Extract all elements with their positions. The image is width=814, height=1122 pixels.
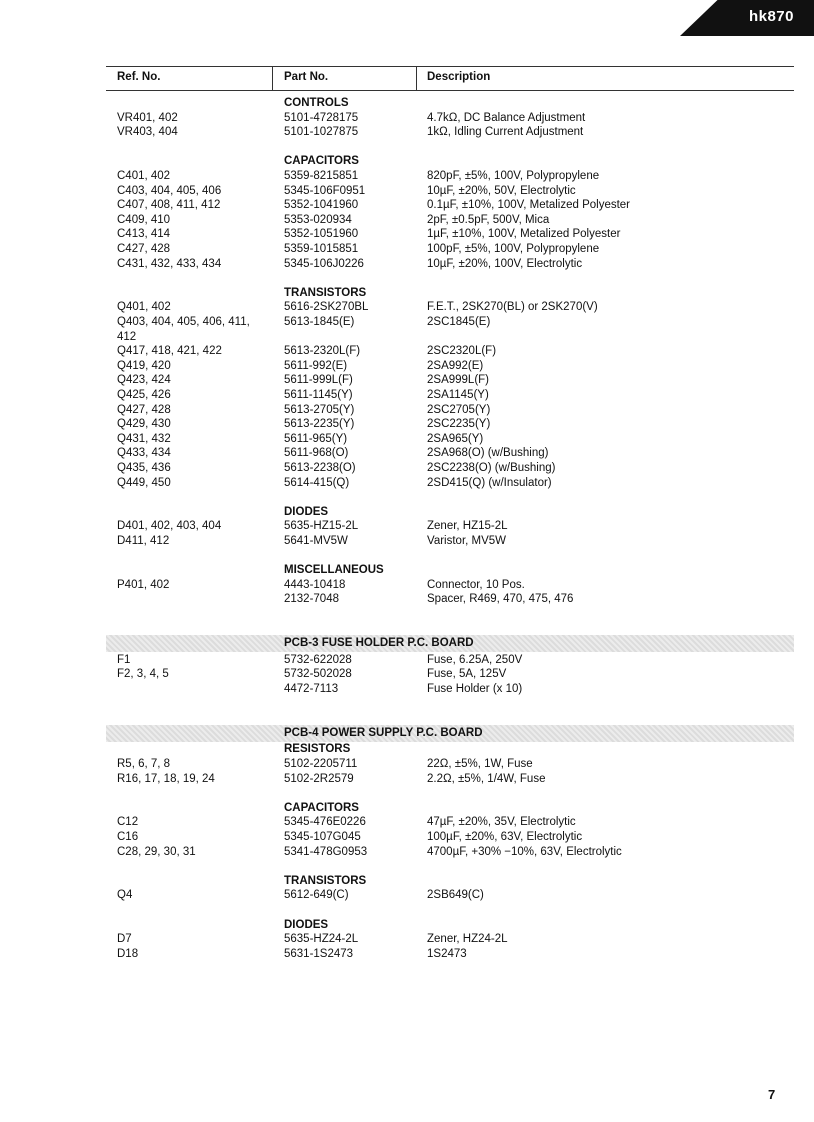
ref-cell: C413, 414 [117,228,171,241]
desc-cell: 2SB649(C) [427,889,484,902]
ref-cell: C409, 410 [117,213,171,226]
part-cell: 5611-999L(F) [284,374,353,387]
desc-cell: 2SC2705(Y) [427,403,491,416]
desc-cell: 2.2Ω, ±5%, 1/4W, Fuse [427,772,546,785]
part-cell: 2132-7048 [284,593,339,606]
section-heading: DIODES [284,505,329,518]
part-cell: 5611-968(O) [284,447,349,460]
section-heading-row [0,918,814,932]
part-cell: 5635-HZ24-2L [284,933,359,946]
section-heading: MISCELLANEOUS [284,564,384,577]
section-heading-row [0,286,814,300]
part-cell: 5631-1S2473 [284,947,354,960]
part-cell: 4472-7113 [284,683,339,695]
desc-cell: Fuse, 5A, 125V [427,668,507,681]
ref-cell: R5, 6, 7, 8 [117,758,171,770]
table-row [0,300,814,314]
desc-cell: 100µF, ±20%, 63V, Electrolytic [427,831,583,843]
ref-cell: C16 [117,831,139,843]
ref-cell: C12 [117,816,139,829]
ref-cell: D7 [117,933,132,946]
section-heading: TRANSISTORS [284,874,367,887]
table-row [0,476,814,490]
desc-cell: 2SC2238(O) (w/Bushing) [427,462,556,474]
desc-cell: 2SD415(Q) (w/Insulator) [427,476,552,489]
ref-cell: P401, 402 [117,578,170,591]
desc-cell: 1kΩ, Idling Current Adjustment [427,126,584,139]
table-row [0,446,814,460]
ref-cell: C427, 428 [117,243,171,255]
part-cell: 5359-8215851 [284,170,359,182]
part-cell: 5352-1041960 [284,199,359,212]
section-heading-row [0,801,814,815]
table-row [0,257,814,271]
part-cell: 5732-622028 [284,653,352,666]
section-heading-row [0,154,814,168]
part-cell: 5611-992(E) [284,359,348,372]
table-row [0,198,814,212]
part-cell: 5732-502028 [284,668,352,681]
desc-cell: 2SC2320L(F) [427,345,497,358]
model-tab-label: hk870 [748,8,794,25]
ref-cell: Q431, 432 [117,432,171,445]
desc-cell: 2SC1845(E) [427,316,491,328]
ref-cell: Q427, 428 [117,403,171,416]
ref-cell: VR401, 402 [117,111,178,124]
desc-cell: Zener, HZ24-2L [427,933,508,946]
table-row [0,417,814,431]
desc-cell: 2SA968(O) (w/Bushing) [427,447,549,460]
part-cell: 5613-2235(Y) [284,418,355,431]
table-row [0,932,814,946]
ref-cell: F2, 3, 4, 5 [117,668,169,681]
section-heading: CAPACITORS [284,155,359,168]
table-row [0,388,814,402]
part-cell: 4443-10418 [284,578,346,591]
part-cell: 5353-020934 [284,213,352,226]
ref-cell: VR403, 404 [117,126,178,139]
part-cell: 5101-4728175 [284,111,359,124]
table-row [0,653,814,667]
ref-cell: C401, 402 [117,170,171,182]
ref-cell: Q423, 424 [117,374,171,387]
desc-cell: 10µF, ±20%, 50V, Electrolytic [427,184,576,197]
table-row [0,461,814,475]
part-cell: 5613-2238(O) [284,462,356,474]
desc-cell: 2SA992(E) [427,359,484,372]
section-heading-row [0,742,814,756]
header-ref-no: Ref. No. [117,71,161,83]
ref-cell: Q433, 434 [117,447,171,460]
table-row [0,184,814,198]
table-row [0,242,814,256]
table-row [0,227,814,241]
ref-cell: 412 [117,330,137,343]
section-heading-row [0,96,814,110]
desc-cell: 0.1µF, ±10%, 100V, Metalized Polyester [427,199,631,212]
part-cell: 5614-415(Q) [284,476,350,489]
table-row [0,888,814,902]
desc-cell: 2SA965(Y) [427,432,484,445]
table-row [0,373,814,387]
section-heading: RESISTORS [284,743,351,756]
table-row [0,667,814,681]
ref-cell: Q449, 450 [117,476,171,489]
ref-cell: C28, 29, 30, 31 [117,845,196,858]
section-heading-row [0,563,814,577]
table-row [0,111,814,125]
table-row [0,947,814,961]
table-row [0,359,814,373]
desc-cell: 1S2473 [427,947,467,960]
part-cell: 5345-106F0951 [284,184,366,197]
part-cell: 5641-MV5W [284,535,348,547]
ref-cell: C407, 408, 411, 412 [117,199,221,212]
part-cell: 5616-2SK270BL [284,301,369,314]
desc-cell: 10µF, ±20%, 100V, Electrolytic [427,257,583,270]
part-cell: 5612-649(C) [284,889,349,902]
desc-cell: Fuse Holder (x 10) [427,683,523,695]
header-part-no: Part No. [284,71,329,83]
ref-cell: Q4 [117,889,133,902]
part-cell: 5345-107G045 [284,831,361,843]
desc-cell: 22Ω, ±5%, 1W, Fuse [427,758,533,770]
table-row [0,432,814,446]
ref-cell: D411, 412 [117,535,170,547]
part-cell: 5613-2320L(F) [284,345,361,358]
desc-cell: 4.7kΩ, DC Balance Adjustment [427,111,586,124]
part-cell: 5101-1027875 [284,126,359,139]
desc-cell: Varistor, MV5W [427,535,507,547]
section-heading: TRANSISTORS [284,286,367,299]
part-cell: 5611-965(Y) [284,432,348,445]
desc-cell: 4700µF, +30% −10%, 63V, Electrolytic [427,845,622,858]
ref-cell: Q403, 404, 405, 406, 411, [117,316,250,328]
ref-cell: Q419, 420 [117,359,171,372]
desc-cell: 100pF, ±5%, 100V, Polypropylene [427,243,600,255]
table-row [0,757,814,771]
desc-cell: 2pF, ±0.5pF, 500V, Mica [427,213,550,226]
ref-cell: Q417, 418, 421, 422 [117,345,222,358]
ref-cell: D18 [117,947,139,960]
ref-cell: C403, 404, 405, 406 [117,184,222,197]
table-row [0,213,814,227]
desc-cell: F.E.T., 2SK270(BL) or 2SK270(V) [427,301,598,314]
desc-cell: 47µF, ±20%, 35V, Electrolytic [427,816,576,829]
table-row [0,403,814,417]
ref-cell: Q435, 436 [117,462,171,474]
table-row [0,772,814,786]
board-heading: PCB-3 FUSE HOLDER P.C. BOARD [284,637,474,650]
ref-cell: C431, 432, 433, 434 [117,257,222,270]
table-row [0,534,814,548]
header-description: Description [427,71,491,83]
desc-cell: 2SA999L(F) [427,374,490,387]
desc-cell: Fuse, 6.25A, 250V [427,653,523,666]
table-row [0,330,814,344]
ref-cell: D401, 402, 403, 404 [117,520,222,533]
ref-cell: Q425, 426 [117,389,171,401]
part-cell: 5102-2R2579 [284,772,354,785]
table-row [0,169,814,183]
ref-cell: R16, 17, 18, 19, 24 [117,772,215,785]
table-row [0,682,814,696]
section-heading: DIODES [284,918,329,931]
part-cell: 5613-2705(Y) [284,403,355,416]
ref-cell: Q429, 430 [117,418,171,431]
table-row [0,815,814,829]
part-cell: 5359-1015851 [284,243,359,255]
desc-cell: 820pF, ±5%, 100V, Polypropylene [427,170,600,182]
table-row [0,578,814,592]
part-cell: 5352-1051960 [284,228,359,241]
board-heading: PCB-4 POWER SUPPLY P.C. BOARD [284,726,483,739]
section-heading: CAPACITORS [284,801,359,814]
table-row [0,519,814,533]
desc-cell: Zener, HZ15-2L [427,520,508,533]
table-row [0,315,814,329]
ref-cell: F1 [117,653,131,666]
desc-cell: Connector, 10 Pos. [427,578,525,591]
section-heading-row [0,874,814,888]
table-row [0,592,814,606]
part-cell: 5341-478G0953 [284,845,368,858]
desc-cell: 2SC2235(Y) [427,418,491,431]
section-heading-row [0,505,814,519]
part-cell: 5635-HZ15-2L [284,520,359,533]
table-row [0,830,814,844]
desc-cell: 1µF, ±10%, 100V, Metalized Polyester [427,228,621,241]
table-row [0,125,814,139]
part-cell: 5611-1145(Y) [284,389,353,401]
desc-cell: Spacer, R469, 470, 475, 476 [427,593,574,606]
table-row [0,845,814,859]
part-cell: 5102-2205711 [284,758,358,770]
section-heading: CONTROLS [284,97,349,109]
part-cell: 5613-1845(E) [284,316,355,328]
page-number: 7 [768,1087,776,1102]
part-cell: 5345-476E0226 [284,816,366,829]
ref-cell: Q401, 402 [117,301,171,314]
table-row [0,344,814,358]
part-cell: 5345-106J0226 [284,257,364,270]
desc-cell: 2SA1145(Y) [427,389,489,401]
